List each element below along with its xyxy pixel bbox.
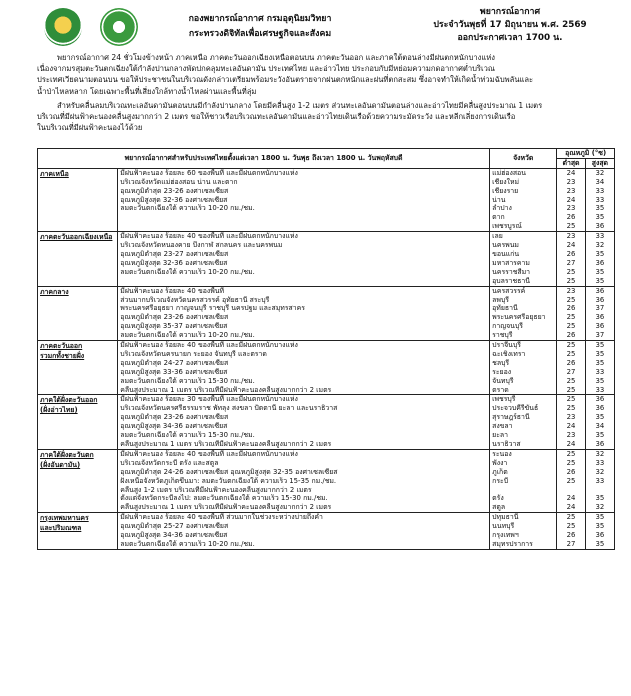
min-temp-value: 25 <box>566 341 576 350</box>
province-name: เพชรบุรี <box>492 395 516 404</box>
province-name: พระนครศรีอยุธยา <box>492 313 546 322</box>
max-temp-value: 32 <box>595 449 605 458</box>
max-temp-value: 33 <box>595 195 605 204</box>
max-temp-value: 36 <box>595 440 605 448</box>
intro-line: ในบริเวณที่มีฝนฟ้าคะนองไว้ด้วย <box>37 123 143 133</box>
min-temp-value: 26 <box>566 358 576 367</box>
min-temp-value: 24 <box>566 494 576 503</box>
min-temp-value: 26 <box>566 213 576 222</box>
ministry-emblem-icon <box>100 8 138 46</box>
forecast-detail-line: พระนครศรีอยุธยา กาญจนบุรี ราชบุรี นครปฐม และสมุทรสาคร <box>120 304 305 313</box>
min-temp-value: 24 <box>566 422 576 431</box>
max-temp-value: 33 <box>595 186 605 195</box>
min-temp-value: 24 <box>566 503 576 512</box>
region-detail-cell <box>118 395 490 449</box>
province-name: ระยอง <box>492 367 512 376</box>
province-name: ปราจีนบุรี <box>492 341 521 350</box>
min-temp-value: 25 <box>566 295 576 304</box>
forecast-detail-line: มีฝนฟ้าคะนอง ร้อยละ 60 ของพื้นที่ และมีฝนตกหนักบางแห่ง <box>120 168 298 177</box>
region-name: ภาคตะวันออกเฉียงเหนือ <box>40 233 113 242</box>
max-temp-value: 35 <box>595 358 605 367</box>
forecast-detail-line: อุณหภูมิต่ำสุด 23-26 องศาเซลเซียส <box>120 413 229 422</box>
forecast-detail-line: ลมตะวันตกเฉียงใต้ ความเร็ว 10-20 กม./ชม. <box>120 204 255 213</box>
province-name: อุบลราชธานี <box>492 276 530 285</box>
min-temp-value: 23 <box>566 286 576 295</box>
forecast-detail-line: อุณหภูมิต่ำสุด 23-26 องศาเซลเซียส <box>120 186 229 195</box>
min-temp-cell <box>557 513 586 550</box>
min-temp-value: 27 <box>566 258 576 267</box>
max-temp-header: สูงสุด <box>585 158 614 168</box>
province-name: สมุทรปราการ <box>492 539 533 548</box>
forecast-detail-line: อุณหภูมิต่ำสุด 24-27 องศาเซลเซียส <box>120 358 229 367</box>
region-name: ภาคเหนือ <box>40 169 69 178</box>
max-temp-value: 36 <box>595 313 605 322</box>
bulletin-header <box>398 6 622 45</box>
forecast-detail-line: ลมตะวันตกเฉียงใต้ ความเร็ว 10-20 กม./ชม. <box>120 539 255 548</box>
min-temp-value: 25 <box>566 458 576 467</box>
min-temp-value: 24 <box>566 195 576 204</box>
max-temp-value: 35 <box>595 522 605 531</box>
region-row <box>38 395 615 449</box>
forecast-detail-line: ฝั่งเหนือจังหวัดภูเก็ตขึ้นมา: ลมตะวันตกเฉียงใต้ ความเร็ว 15-35 กม./ชม. <box>120 476 337 485</box>
province-cell <box>490 168 557 231</box>
province-name: ตรัง <box>492 494 504 503</box>
forecast-detail-line: อุณหภูมิสูงสุด 32-36 องศาเซลเซียส <box>120 258 228 267</box>
region-name-cell <box>38 341 118 395</box>
max-temp-value: 36 <box>595 286 605 295</box>
blank-line <box>588 486 612 495</box>
province-name: นครสวรรค์ <box>492 286 526 295</box>
forecast-detail-line: อุณหภูมิสูงสุด 34-36 องศาเซลเซียส <box>120 422 228 431</box>
forecast-table-body <box>38 168 615 549</box>
province-name: ฉะเชิงเทรา <box>492 349 526 358</box>
min-temp-cell <box>557 232 586 286</box>
region-name-cell <box>38 513 118 550</box>
min-temp-header: ต่ำสุด <box>557 158 586 168</box>
max-temp-value: 36 <box>595 295 605 304</box>
province-name: เพชรบูรณ์ <box>492 222 522 231</box>
province-name: ยะลา <box>492 431 508 440</box>
max-temp-value: 35 <box>595 276 605 285</box>
min-temp-value: 25 <box>566 349 576 358</box>
min-temp-cell <box>557 286 586 340</box>
intro-line: ประเทศเวียดนามตอนบน ขอให้ประชาชนในบริเวณดังกล่าวเตรียมพร้อมระวังอันตรายจากฝนตกหนักและฝนที่ตกสะสม ซึ่งอาจทำให้เกิดน้ำท่วมฉับพลันและ <box>37 75 534 85</box>
min-temp-value: 23 <box>566 186 576 195</box>
province-name: อุทัยธานี <box>492 304 518 313</box>
max-temp-value: 36 <box>595 395 605 404</box>
min-temp-value: 27 <box>566 367 576 376</box>
forecast-detail-line: อุณหภูมิต่ำสุด 24-26 องศาเซลเซียส อุณหภูมิสูงสุด 32-35 องศาเซลเซียส <box>120 467 338 476</box>
min-temp-value: 25 <box>566 322 576 331</box>
intro-line: บริเวณที่มีฝนฟ้าคะนองคลื่นสูงมากกว่า 2 เมตร ขอให้ชาวเรือบริเวณทะเลอันดามันและอ่าวไทยเดินเรือด้วยความระมัดระวัง และหลีกเลี่ยงการเดินเรือ <box>37 112 516 122</box>
forecast-detail-line: ลมตะวันตกเฉียงใต้ ความเร็ว 10-20 กม./ชม. <box>120 267 255 276</box>
province-name: ราชบุรี <box>492 331 513 340</box>
forecast-detail-line: ลมตะวันตกเฉียงใต้ ความเร็ว 15-30 กม./ชม. <box>120 376 255 385</box>
province-name: เลย <box>492 232 503 241</box>
max-temp-value: 36 <box>595 322 605 331</box>
max-temp-value: 36 <box>595 531 605 540</box>
region-name: (ฝั่งอันดามัน) <box>40 460 81 469</box>
forecast-detail-line: บริเวณจังหวัดนครศรีธรรมราช พัทลุง สงขลา ปัตตานี ยะลา และนราธิวาส <box>120 404 338 413</box>
province-cell <box>490 232 557 286</box>
max-temp-cell <box>585 168 614 231</box>
region-row <box>38 286 615 340</box>
min-temp-value: 27 <box>566 539 576 548</box>
region-name-cell <box>38 168 118 231</box>
province-cell <box>490 341 557 395</box>
max-temp-value: 32 <box>595 503 605 512</box>
forecast-detail-line: อุณหภูมิต่ำสุด 25-27 องศาเซลเซียส <box>120 522 229 531</box>
max-temp-value: 35 <box>595 204 605 213</box>
min-temp-value: 26 <box>566 467 576 476</box>
max-temp-value: 37 <box>595 304 605 313</box>
intro-paragraph-2 <box>37 100 615 134</box>
max-temp-value: 35 <box>595 376 605 385</box>
max-temp-cell <box>585 513 614 550</box>
region-name-cell <box>38 449 118 512</box>
province-name: มหาสารคาม <box>492 258 530 267</box>
region-name: ภาคใต้ฝั่งตะวันตก <box>40 450 94 459</box>
forecast-detail-line: มีฝนฟ้าคะนอง ร้อยละ 30 ของพื้นที่ และมีฝนตกหนักบางแห่ง <box>120 395 298 404</box>
province-name: นครพนม <box>492 241 519 250</box>
intro-line: สำหรับคลื่นลมบริเวณทะเลอันดามันตอนบนมีกำลังปานกลาง โดยมีคลื่นสูง 1-2 เมตร ส่วนทะเลอันดามันตอนล่างและอ่าวไทยมีคลื่นสูงประมาณ 1 เมตร <box>57 101 543 110</box>
region-name: กรุงเทพมหานคร <box>40 514 89 523</box>
province-name: เชียงใหม่ <box>492 177 520 186</box>
province-name: กรุงเทพฯ <box>492 531 519 540</box>
forecast-detail-line: บริเวณจังหวัดกระบี่ ตรัง และสตูล <box>120 458 219 467</box>
province-name: ประจวบคีรีขันธ์ <box>492 404 539 413</box>
forecast-detail-line: อุณหภูมิสูงสุด 35-37 องศาเซลเซียส <box>120 322 228 331</box>
forecast-detail-line: อุณหภูมิต่ำสุด 23-27 องศาเซลเซียส <box>120 249 229 258</box>
region-row <box>38 449 615 512</box>
province-name: สุราษฎร์ธานี <box>492 413 530 422</box>
min-temp-cell <box>557 449 586 512</box>
min-temp-value: 25 <box>566 476 576 485</box>
forecast-table <box>37 148 615 550</box>
forecast-detail-line: มีฝนฟ้าคะนอง ร้อยละ 40 ของพื้นที่ และมีฝนตกหนักบางแห่ง <box>120 341 298 350</box>
bulletin-date: ประจำวันพุธที่ 17 มิถุนายน พ.ศ. 2569 <box>433 20 587 30</box>
region-row <box>38 513 615 550</box>
forecast-detail-line: คลื่นสูงประมาณ 1 เมตร บริเวณที่มีฝนฟ้าคะนองคลื่นสูงมากกว่า 2 เมตร <box>120 440 332 448</box>
forecast-detail-line: อุณหภูมิต่ำสุด 23-26 องศาเซลเซียส <box>120 313 229 322</box>
province-name: สตูล <box>492 503 506 512</box>
max-temp-value: 33 <box>595 367 605 376</box>
province-name: ปทุมธานี <box>492 513 519 522</box>
forecast-detail-line: มีฝนฟ้าคะนอง ร้อยละ 40 ของพื้นที่ <box>120 286 225 295</box>
min-temp-value: 26 <box>566 304 576 313</box>
province-name: นนทบุรี <box>492 522 515 531</box>
min-temp-value: 23 <box>566 177 576 186</box>
max-temp-value: 35 <box>595 267 605 276</box>
max-temp-value: 32 <box>595 241 605 250</box>
province-name: ขอนแก่น <box>492 249 520 258</box>
max-temp-value: 32 <box>595 467 605 476</box>
forecast-detail-line: อุณหภูมิสูงสุด 34-36 องศาเซลเซียส <box>120 531 228 540</box>
min-temp-value: 25 <box>566 385 576 394</box>
agency-header <box>160 12 360 42</box>
max-temp-cell <box>585 449 614 512</box>
max-temp-value: 37 <box>595 331 605 340</box>
province-name: ชลบุรี <box>492 358 510 367</box>
province-name: ระนอง <box>492 449 512 458</box>
region-name-cell <box>38 232 118 286</box>
region-detail-cell <box>118 232 490 286</box>
region-name-cell <box>38 395 118 449</box>
region-name: รวมกทั้งชายฝั่ง <box>40 351 85 360</box>
region-name: ภาคตะวันออก <box>40 342 83 351</box>
max-temp-value: 33 <box>595 385 605 394</box>
region-name: ภาคกลาง <box>40 287 69 296</box>
blank-line <box>492 486 554 495</box>
forecast-detail-line: ลมตะวันตกเฉียงใต้ ความเร็ว 10-20 กม./ชม. <box>120 331 255 340</box>
min-temp-value: 23 <box>566 204 576 213</box>
max-temp-cell <box>585 341 614 395</box>
province-name: กาญจนบุรี <box>492 322 523 331</box>
min-temp-value: 24 <box>566 440 576 448</box>
intro-line: เนื่องจากมรสุมตะวันตกเฉียงใต้กำลังปานกลางพัดปกคลุมทะเลอันดามัน ประเทศไทย และอ่าวไทย ประกอบกับมีหย่อมความกดอากาศต่ำบริเวณ <box>37 64 495 74</box>
max-temp-cell <box>585 286 614 340</box>
forecast-detail-line: อุณหภูมิสูงสุด 32-36 องศาเซลเซียส <box>120 195 228 204</box>
province-name: นครราชสีมา <box>492 267 531 276</box>
region-detail-cell <box>118 449 490 512</box>
region-detail-cell <box>118 341 490 395</box>
min-temp-value: 25 <box>566 404 576 413</box>
forecast-detail-line: ส่วนมากบริเวณจังหวัดนครสวรรค์ อุทัยธานี สระบุรี <box>120 295 270 304</box>
forecast-column-header: พยากรณ์อากาศสำหรับประเทศไทยตั้งแต่เวลา 1800 น. วันพุธ ถึงเวลา 1800 น. วันพฤหัสบดี <box>38 149 490 169</box>
forecast-detail-line: มีฝนฟ้าคะนอง ร้อยละ 40 ของพื้นที่ และมีฝนตกหนักบางแห่ง <box>120 449 298 458</box>
max-temp-value: 36 <box>595 404 605 413</box>
min-temp-cell <box>557 341 586 395</box>
max-temp-value: 34 <box>595 177 605 186</box>
min-temp-value: 23 <box>566 431 576 440</box>
province-name: ตาก <box>492 213 505 222</box>
max-temp-value: 35 <box>595 341 605 350</box>
province-name: กระบี่ <box>492 476 509 485</box>
province-cell <box>490 449 557 512</box>
min-temp-value: 25 <box>566 222 576 231</box>
agency-name: กองพยากรณ์อากาศ กรมอุตุนิยมวิทยา <box>188 14 332 24</box>
forecast-detail-line: ลมตะวันตกเฉียงใต้ ความเร็ว 15-30 กม./ชม. <box>120 431 255 440</box>
province-name: ภูเก็ต <box>492 467 508 476</box>
page-cutoff <box>0 664 631 696</box>
min-temp-value: 23 <box>566 413 576 422</box>
province-name: ตราด <box>492 385 509 394</box>
max-temp-cell <box>585 395 614 449</box>
min-temp-value: 24 <box>566 168 576 177</box>
province-name: น่าน <box>492 195 506 204</box>
max-temp-value: 35 <box>595 431 605 440</box>
min-temp-value: 26 <box>566 249 576 258</box>
max-temp-value: 36 <box>595 222 605 231</box>
max-temp-value: 35 <box>595 249 605 258</box>
min-temp-value: 25 <box>566 395 576 404</box>
province-name: เชียงราย <box>492 186 519 195</box>
min-temp-value: 25 <box>566 276 576 285</box>
blank-line <box>559 486 583 495</box>
province-name: พังงา <box>492 458 508 467</box>
max-temp-value: 33 <box>595 476 605 485</box>
max-temp-value: 35 <box>595 349 605 358</box>
min-temp-value: 23 <box>566 232 576 241</box>
province-name: ลำปาง <box>492 204 512 213</box>
min-temp-value: 25 <box>566 522 576 531</box>
min-temp-value: 25 <box>566 267 576 276</box>
region-detail-cell <box>118 513 490 550</box>
temperature-column-header: อุณหภูมิ (°ซ) <box>557 149 615 159</box>
min-temp-value: 25 <box>566 449 576 458</box>
province-name: สงขลา <box>492 422 513 431</box>
tmd-emblem-icon <box>44 8 82 46</box>
min-temp-value: 25 <box>566 313 576 322</box>
max-temp-value: 34 <box>595 422 605 431</box>
forecast-detail-line: คลื่นสูงประมาณ 1 เมตร บริเวณที่มีฝนฟ้าคะนองคลื่นสูงมากกว่า 2 เมตร <box>120 503 332 512</box>
region-detail-cell <box>118 168 490 231</box>
province-column-header: จังหวัด <box>490 149 557 169</box>
province-cell <box>490 286 557 340</box>
region-name: และปริมณฑล <box>40 524 82 533</box>
province-cell <box>490 395 557 449</box>
region-name: ภาคใต้ฝั่งตะวันออก <box>40 396 98 405</box>
intro-paragraph-1 <box>37 52 615 97</box>
forecast-detail-line: บริเวณจังหวัดแม่ฮ่องสอน น่าน และตาก <box>120 177 238 186</box>
bulletin-title: พยากรณ์อากาศ <box>479 7 541 17</box>
forecast-detail-line: บริเวณจังหวัดหนองคาย บึงกาฬ สกลนคร และนครพนม <box>120 241 283 250</box>
max-temp-value: 35 <box>595 539 605 548</box>
intro-line: น้ำป่าไหลหลาก โดยเฉพาะพื้นที่เสี่ยงใกล้ทางน้ำไหลผ่านและพื้นที่ลุ่ม <box>37 86 257 96</box>
max-temp-value: 33 <box>595 232 605 241</box>
max-temp-value: 35 <box>595 513 605 522</box>
max-temp-value: 36 <box>595 258 605 267</box>
max-temp-value: 32 <box>595 168 605 177</box>
forecast-detail-line: คลื่นสูงประมาณ 1 เมตร บริเวณที่มีฝนฟ้าคะนองคลื่นสูงมากกว่า 2 เมตร <box>120 385 332 394</box>
forecast-detail-line: มีฝนฟ้าคะนอง ร้อยละ 40 ของพื้นที่ ส่วนมากในช่วงระหว่างบ่ายถึงค่ำ <box>120 513 323 522</box>
forecast-detail-line: มีฝนฟ้าคะนอง ร้อยละ 40 ของพื้นที่ และมีฝนตกหนักบางแห่ง <box>120 232 298 241</box>
min-temp-value: 26 <box>566 331 576 340</box>
max-temp-value: 33 <box>595 458 605 467</box>
forecast-detail-line: บริเวณจังหวัดนครนายก ระยอง จันทบุรี และตราด <box>120 349 267 358</box>
forecast-detail-line: อุณหภูมิสูงสุด 33-36 องศาเซลเซียส <box>120 367 228 376</box>
min-temp-cell <box>557 168 586 231</box>
region-detail-cell <box>118 286 490 340</box>
ministry-name: กระทรวงดิจิทัลเพื่อเศรษฐกิจและสังคม <box>188 29 332 39</box>
region-row <box>38 341 615 395</box>
region-row <box>38 232 615 286</box>
region-name: (ฝั่งอ่าวไทย) <box>40 406 78 415</box>
min-temp-value: 24 <box>566 241 576 250</box>
min-temp-value: 25 <box>566 513 576 522</box>
forecast-detail-line: ตั้งแต่จังหวัดกระบี่ลงไป: ลมตะวันตกเฉียงใต้ ความเร็ว 15-30 กม./ชม. <box>120 494 328 503</box>
min-temp-cell <box>557 395 586 449</box>
province-name: แม่ฮ่องสอน <box>492 168 526 177</box>
min-temp-value: 26 <box>566 531 576 540</box>
region-name-cell <box>38 286 118 340</box>
max-temp-value: 35 <box>595 213 605 222</box>
bulletin-time: ออกประกาศเวลา 1700 น. <box>457 33 563 43</box>
region-row <box>38 168 615 231</box>
max-temp-value: 35 <box>595 413 605 422</box>
max-temp-cell <box>585 232 614 286</box>
province-cell <box>490 513 557 550</box>
max-temp-value: 35 <box>595 494 605 503</box>
forecast-detail-line: คลื่นสูง 1-2 เมตร บริเวณที่มีฝนฟ้าคะนองคลื่นสูงมากกว่า 2 เมตร <box>120 485 312 494</box>
min-temp-value: 25 <box>566 376 576 385</box>
province-name: จันทบุรี <box>492 376 514 385</box>
province-name: นราธิวาส <box>492 440 521 448</box>
intro-line: พยากรณ์อากาศ 24 ชั่วโมงข้างหน้า ภาคเหนือ ภาคตะวันออกเฉียงเหนือตอนบน ภาคตะวันออก และภาคใต้ตอนล่างมีฝนตกหนักบางแห่ง <box>57 53 495 62</box>
province-name: ลพบุรี <box>492 295 509 304</box>
